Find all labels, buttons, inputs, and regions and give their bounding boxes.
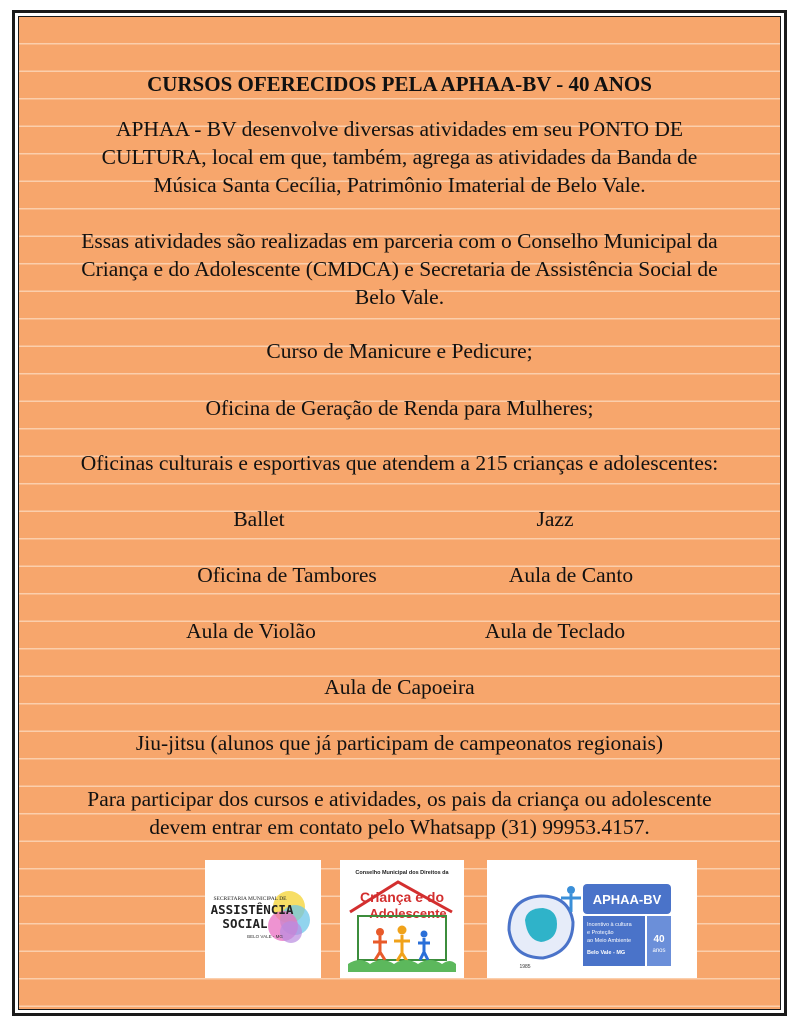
assistencia-sub-text: BELO VALE - MG [247, 934, 283, 939]
activity-violao: Aula de Violão [186, 619, 316, 643]
cmdca-logo [340, 860, 464, 978]
assistencia-main-1: ASSISTÊNCIA [210, 902, 294, 917]
cmdca-graphic [340, 860, 464, 978]
intro-line-1: APHAA - BV desenvolve diversas atividades em seu PONTO DE [115, 117, 684, 141]
intro-line-2: CULTURA, local em que, também, agrega as atividades da Banda de [101, 145, 698, 169]
child-figure-1 [376, 928, 384, 936]
aphaa-founded: 1985 [519, 964, 531, 970]
aphaa-logo [487, 860, 697, 978]
logo-circle-purple [280, 921, 302, 943]
flyer-content [19, 17, 780, 1009]
assistencia-social-logo [205, 860, 321, 978]
contact-line-1: Para participar dos cursos e atividades, os pais da criança ou adolescente [87, 787, 712, 811]
course-income: Oficina de Geração de Renda para Mulheres; [205, 396, 594, 420]
partnership-line-2: Criança e do Adolescente (CMDCA) e Secretaria de Assistência Social de [81, 257, 718, 281]
course-manicure: Curso de Manicure e Pedicure; [266, 339, 533, 363]
activity-canto: Aula de Canto [508, 563, 634, 587]
aphaa-city: Belo Vale - MG [587, 950, 626, 956]
activity-capoeira: Aula de Capoeira [324, 675, 475, 699]
partnership-line-3: Belo Vale. [354, 285, 445, 309]
page-title: CURSOS OFERECIDOS PELA APHAA-BV - 40 ANOS [147, 72, 652, 96]
intro-line-3: Música Santa Cecília, Patrimônio Imaterial de Belo Vale. [153, 173, 646, 197]
contact-line-2: devem entrar em contato pelo Whatsapp (31) 99953.4157. [149, 815, 650, 839]
child-body-1 [373, 936, 387, 960]
activity-jiujitsu: Jiu-jitsu (alunos que já participam de campeonatos regionais) [135, 731, 664, 755]
aphaa-years-word: anos [652, 948, 666, 954]
page-frame [12, 10, 787, 1016]
aphaa-graphic [487, 860, 697, 978]
adult-body [394, 935, 410, 961]
flyer-background [18, 16, 781, 1010]
partnership-line-1: Essas atividades são realizadas em parceria com o Conselho Municipal da [81, 229, 718, 253]
cmdca-top-text: Conselho Municipal dos Direitos da [355, 870, 449, 876]
aphaa-name: APHAA-BV [592, 892, 662, 907]
assistencia-top-text: SECRETARIA MUNICIPAL DE [213, 896, 287, 902]
child-figure-2 [421, 931, 428, 938]
activity-jazz: Jazz [536, 507, 574, 531]
workshops-intro: Oficinas culturais e esportivas que atendem a 215 crianças e adolescentes: [80, 451, 719, 475]
aphaa-years-number: 40 [653, 934, 665, 945]
activity-ballet: Ballet [233, 507, 285, 531]
activity-tambores: Oficina de Tambores [197, 563, 377, 587]
activity-teclado: Aula de Teclado [484, 619, 626, 643]
assistencia-main-2: SOCIAL [222, 916, 268, 931]
cmdca-line-1: Criança e do [359, 889, 445, 905]
aphaa-tag-1: Incentivo à cultura [587, 922, 632, 928]
aphaa-tag-3: ao Meio Ambiente [587, 938, 632, 944]
aphaa-tag-2: e Proteção [587, 930, 614, 936]
aphaa-figure-head [567, 886, 575, 894]
adult-figure [398, 926, 407, 935]
child-body-2 [418, 938, 430, 960]
assistencia-social-graphic [205, 860, 321, 978]
grass-icon [348, 960, 456, 972]
cmdca-line-2: Adolescente [369, 906, 447, 921]
